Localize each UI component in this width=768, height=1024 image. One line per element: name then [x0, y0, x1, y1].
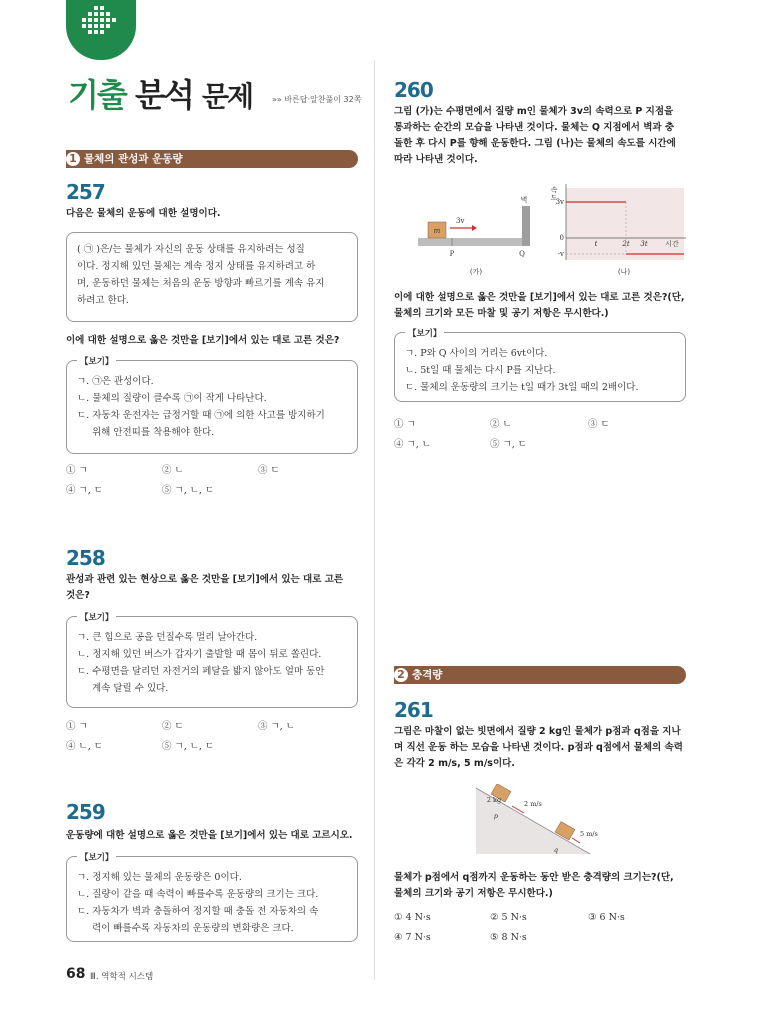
bogi-item: ㄷ. 수평면을 달리던 자전거의 페달을 밟지 않아도 얼마 동안 — [77, 666, 325, 677]
question-261-question-line-2: 물체의 크기와 공기 저항은 무시한다.) — [394, 888, 553, 899]
question-257-number: 257 — [66, 180, 105, 204]
passage-line: 이다. 정지해 있던 물체는 계속 정지 상태를 유지하려고 하 — [77, 261, 316, 272]
x-tick-3t: 3t — [640, 240, 648, 248]
speed-at-p: 2 m/s — [524, 800, 542, 808]
question-258-number: 258 — [66, 546, 105, 570]
point-p-label: P — [449, 250, 455, 258]
question-261-prompt — [394, 724, 694, 772]
section-2-label: 충격량 — [412, 669, 443, 681]
question-258-bogi-box — [66, 613, 358, 708]
section-1-number: 1 — [66, 152, 80, 166]
incline-diagram — [472, 784, 612, 860]
speed-label: 3v — [456, 217, 465, 225]
section-2-number: 2 — [394, 668, 408, 682]
choice-5[interactable]: ⑤ ㄱ, ㄴ, ㄷ — [162, 485, 215, 496]
title-part-2: 분석 — [134, 76, 193, 114]
point-q-label: Q — [519, 250, 525, 258]
question-260-question-line-1: 이에 대한 설명으로 옳은 것만을 [보기]에서 있는 대로 고른 것은?(단, — [394, 292, 685, 303]
speed-at-q: 5 m/s — [580, 830, 598, 838]
logo-pattern-icon — [66, 0, 136, 60]
choice-1[interactable]: ① ㄱ — [394, 419, 416, 430]
point-p-label: p — [493, 812, 499, 820]
section-2-bar — [394, 666, 686, 684]
question-257-bogi-box — [66, 357, 358, 454]
velocity-arrow-q — [572, 838, 580, 843]
question-260-question-line-2: 물체의 크기와 모든 마찰 및 공기 저항은 무시한다.) — [394, 308, 609, 319]
choice-4[interactable]: ④ ㄱ, ㄴ — [394, 439, 431, 450]
figure-na-chart — [544, 182, 694, 280]
choice-5[interactable]: ⑤ ㄱ, ㄴ, ㄷ — [162, 741, 215, 752]
choice-4[interactable]: ④ ㄱ, ㄷ — [66, 485, 103, 496]
block-mass-label: m — [433, 227, 441, 235]
wall-label: 벽 — [520, 196, 528, 204]
choice-5[interactable]: ⑤ ㄱ, ㄷ — [490, 439, 527, 450]
question-259-number: 259 — [66, 800, 105, 824]
figure-na-caption: (나) — [617, 268, 631, 276]
choice-1[interactable]: ① ㄱ — [66, 721, 88, 732]
chapter-logo — [66, 0, 136, 60]
title-part-1: 기출 — [68, 76, 126, 114]
section-1-label: 물체의 관성과 운동량 — [84, 153, 183, 165]
prompt-line: 돌한 후 다시 P를 향해 운동한다. 그림 (나)는 물체의 속도를 시간에 — [394, 138, 676, 149]
choice-3[interactable]: ③ ㄱ, ㄴ — [258, 721, 295, 732]
y-tick-zero: 0 — [559, 234, 564, 242]
passage-line: 며, 운동하던 물체는 처음의 운동 방향과 빠르기를 계속 유지 — [77, 278, 325, 289]
page-number: 68 — [66, 966, 86, 982]
y-tick-neg: -v — [557, 250, 564, 258]
question-258-prompt-line-1: 관성과 관련 있는 현상으로 옳은 것만을 [보기]에서 있는 대로 고른 — [66, 574, 344, 585]
choice-2[interactable]: ② 5 N·s — [490, 912, 527, 923]
question-257-prompt: 다음은 물체의 운동에 대한 설명이다. — [66, 208, 221, 219]
point-q-label: q — [553, 846, 559, 854]
prompt-line: 통과하는 순간의 모습을 나타낸 것이다. 물체는 Q 지점에서 벽과 충 — [394, 122, 675, 133]
question-260-prompt — [394, 104, 694, 168]
bogi-item: ㄱ. 큰 힘으로 공을 던질수록 멀리 날아간다. — [77, 632, 258, 643]
bogi-item: ㄴ. 질량이 같을 때 속력이 빠를수록 운동량의 크기는 크다. — [77, 889, 319, 900]
y-axis-label-2: 도 — [550, 194, 558, 202]
question-261-number: 261 — [394, 698, 433, 722]
question-260-number: 260 — [394, 78, 433, 102]
choice-3[interactable]: ③ 6 N·s — [588, 912, 625, 923]
bogi-item: 력이 빠를수록 자동차의 운동량의 변화량은 크다. — [92, 923, 294, 934]
passage-line: 하려고 한다. — [77, 295, 129, 306]
question-260-bogi-box — [394, 329, 686, 402]
bogi-item: ㄴ. 5t일 때 물체는 다시 P를 지난다. — [405, 365, 556, 376]
choice-3[interactable]: ③ ㄷ — [258, 465, 280, 476]
bogi-item: 계속 달릴 수 있다. — [92, 683, 169, 694]
bogi-item: ㄱ. 정지해 있는 물체의 운동량은 0이다. — [77, 872, 242, 883]
column-divider — [374, 60, 375, 980]
bogi-tag: 【보기】 — [77, 355, 116, 367]
choice-5[interactable]: ⑤ 8 N·s — [490, 932, 527, 943]
question-257-passage-box — [66, 232, 358, 322]
prompt-line: 따라 나타낸 것이다. — [394, 154, 478, 165]
prompt-line: 며 직선 운동 하는 모습을 나타낸 것이다. p점과 q점에서 물체의 속력 — [394, 742, 683, 753]
passage-line: ( ㉠ )은/는 물체가 자신의 운동 상태를 유지하려는 성질 — [77, 244, 305, 255]
bogi-item: ㄴ. 물체의 질량이 클수록 ㉠이 작게 나타난다. — [77, 393, 267, 404]
page-title — [68, 70, 252, 116]
bogi-tag: 【보기】 — [77, 611, 116, 623]
x-tick-2t: 2t — [622, 240, 630, 248]
choice-4[interactable]: ④ ㄴ, ㄷ — [66, 741, 103, 752]
figure-ga-caption: (가) — [469, 268, 483, 276]
question-261-question-line-1: 물체가 p점에서 q점까지 운동하는 동안 받은 충격량의 크기는?(단, — [394, 872, 674, 883]
choice-3[interactable]: ③ ㄷ — [588, 419, 610, 430]
bogi-item: 위해 안전띠를 착용해야 한다. — [92, 427, 215, 438]
question-258-prompt-line-2: 것은? — [66, 590, 90, 601]
bogi-item: ㄷ. 자동차 운전자는 급정거할 때 ㉠에 의한 사고를 방지하기 — [77, 410, 325, 421]
ground-surface — [418, 238, 530, 246]
choice-1[interactable]: ① 4 N·s — [394, 912, 431, 923]
bogi-item: ㄱ. ㉠은 관성이다. — [77, 376, 154, 387]
bogi-tag: 【보기】 — [405, 327, 444, 339]
question-259-prompt: 운동량에 대한 설명으로 옳은 것만을 [보기]에서 있는 대로 고르시오. — [66, 830, 353, 841]
chapter-label: Ⅲ. 역학적 시스템 — [90, 972, 154, 982]
figure-ga-diagram — [418, 196, 534, 280]
y-tick-top: 3v — [555, 198, 564, 206]
prompt-line: 그림은 마찰이 없는 빗면에서 질량 2 kg인 물체가 p점과 q점을 지나 — [394, 726, 681, 737]
bogi-item: ㄷ. 자동차가 벽과 충돌하여 정지할 때 충돌 전 자동차의 속 — [77, 906, 319, 917]
bogi-item: ㄱ. P와 Q 사이의 거리는 6vt이다. — [405, 348, 548, 359]
choice-2[interactable]: ② ㄴ — [490, 419, 512, 430]
title-part-3: 문제 — [201, 80, 253, 113]
block-mass-label: 2 kg — [486, 796, 502, 804]
choice-2[interactable]: ② ㄴ — [162, 465, 184, 476]
x-axis-label: 시간 — [665, 240, 679, 248]
x-tick-t: t — [594, 240, 598, 248]
choice-4[interactable]: ④ 7 N·s — [394, 932, 431, 943]
section-1-bar — [66, 150, 358, 168]
velocity-arrowhead — [472, 225, 477, 231]
wall — [522, 206, 530, 246]
choice-2[interactable]: ② ㄷ — [162, 721, 184, 732]
bogi-item: ㄴ. 정지해 있던 버스가 갑자기 출발할 때 몸이 뒤로 쏠린다. — [77, 649, 322, 660]
prompt-line: 은 각각 2 m/s, 5 m/s이다. — [394, 758, 515, 769]
prompt-line: 그림 (가)는 수평면에서 질량 m인 물체가 3v의 속력으로 P 지점을 — [394, 106, 674, 117]
choice-1[interactable]: ① ㄱ — [66, 465, 88, 476]
question-259-bogi-box — [66, 853, 358, 942]
y-axis-label-1: 속 — [550, 186, 558, 194]
chart-background — [566, 188, 684, 260]
answer-reference: »» 바른답·알찬풀이 32쪽 — [272, 95, 362, 104]
question-257-question: 이에 대한 설명으로 옳은 것만을 [보기]에서 있는 대로 고른 것은? — [66, 335, 340, 346]
bogi-tag: 【보기】 — [77, 851, 116, 863]
bogi-item: ㄷ. 물체의 운동량의 크기는 t일 때가 3t일 때의 2배이다. — [405, 382, 639, 393]
